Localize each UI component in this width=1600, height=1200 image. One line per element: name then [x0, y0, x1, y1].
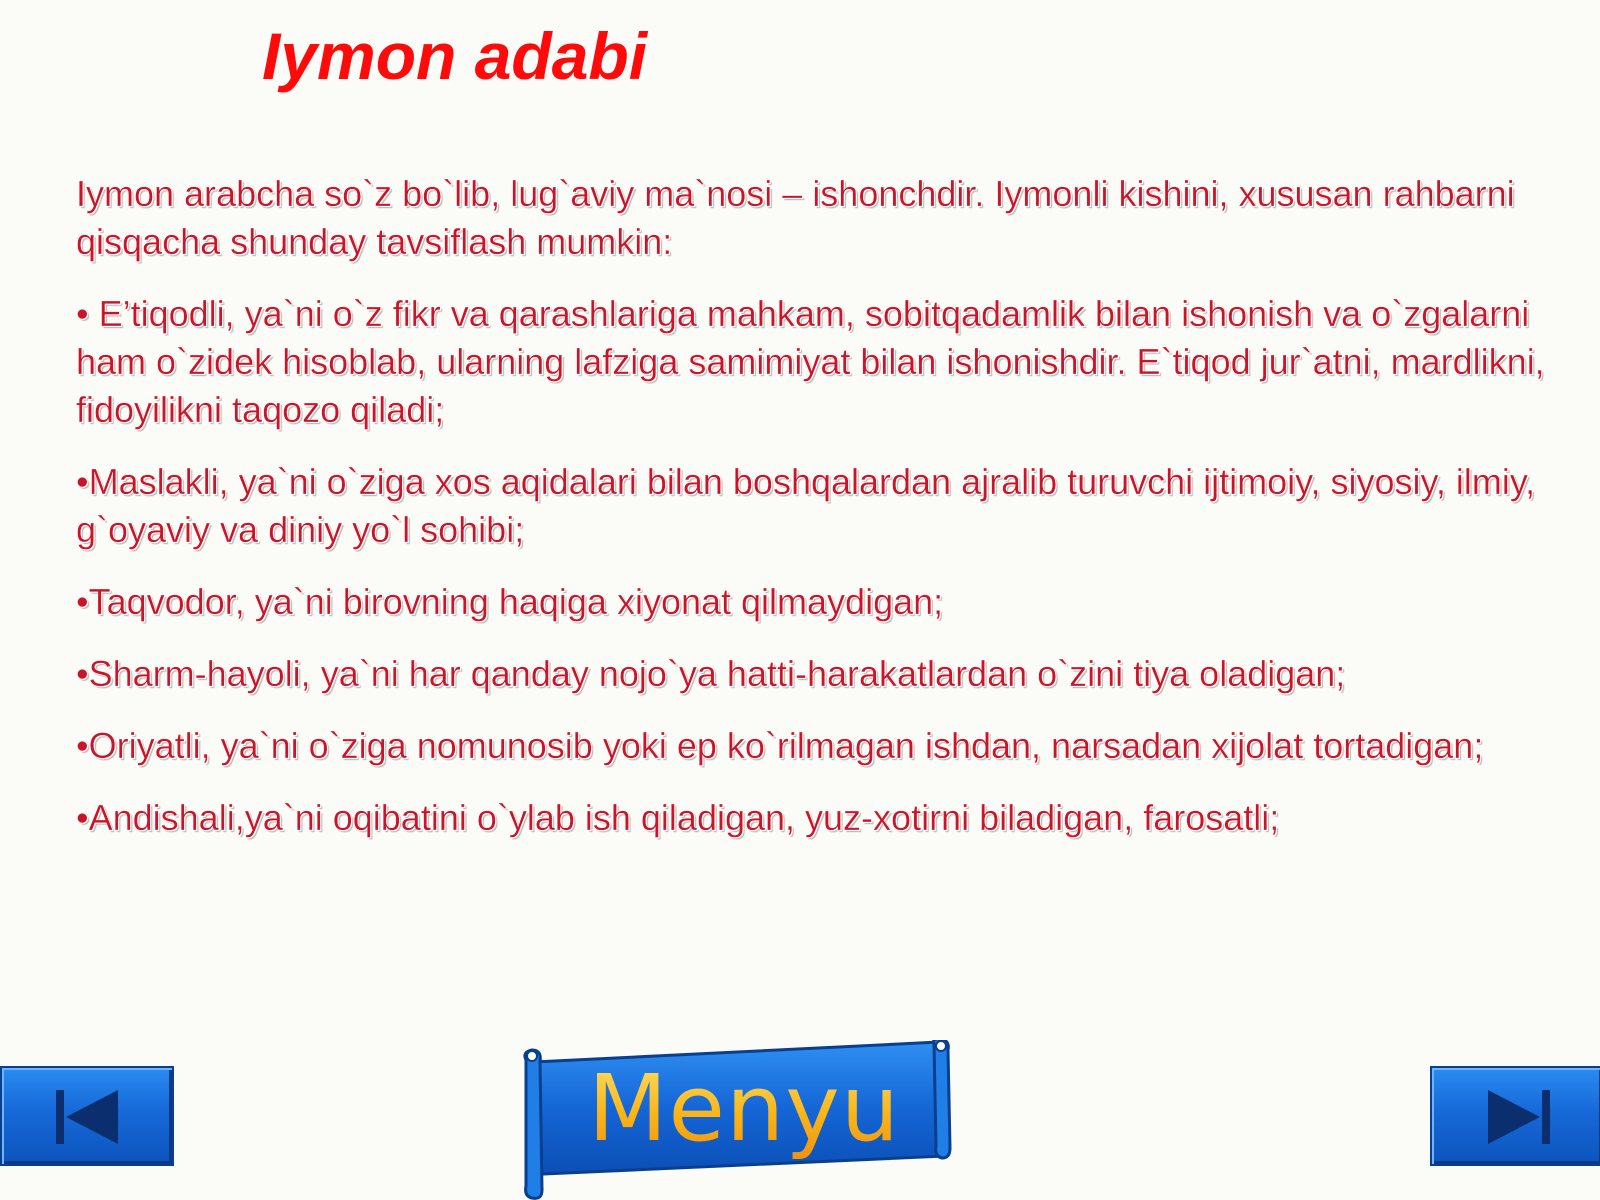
bullet-sharm-hayoli: •Sharm-hayoli, ya`ni har qanday nojo`ya hatti-harakatlardan o`zini tiya oladigan;: [76, 653, 1346, 694]
next-slide-button[interactable]: [1430, 1066, 1600, 1166]
skip-back-icon: [2, 1068, 172, 1164]
bullet-andishali: •Andishali,ya`ni oqibatini o`ylab ish qiladigan, yuz-xotirni biladigan, farosatli;: [76, 797, 1280, 838]
bullet-taqvodor: •Taqvodor, ya`ni birovning haqiga xiyonat qilmaydigan;: [76, 581, 944, 622]
bullet-maslakli: •Maslakli, ya`ni o`ziga xos aqidalari bilan boshqalardan ajralib turuvchi ijtimoiy, siyosiy, ilmiy, g`oyaviy va diniy yo`l sohibi;: [76, 461, 1536, 550]
slide-body: [76, 170, 1546, 866]
bullet-etiqodli: • E’tiqodli, ya`ni o`z fikr va qarashlariga mahkam, sobitqadamlik bilan ishonish va o`zgalarni ham o`zidek hisoblab, ularning lafziga samimiyat bilan ishonishdir. E`tiqod jur`atni, mardlikni, fidoyilikni taqozo qiladi;: [76, 293, 1545, 430]
skip-forward-icon: [1432, 1068, 1600, 1164]
bullet-oriyatli: •Oriyatli, ya`ni o`ziga nomunosib yoki ep ko`rilmagan ishdan, narsadan xijolat tortadigan;: [76, 725, 1484, 766]
intro-paragraph: Iymon arabcha so`z bo`lib, lug`aviy ma`nosi – ishonchdir. Iymonli kishini, xususan rahbarni qisqacha shunday tavsiflash mumkin:: [76, 173, 1515, 262]
menu-button[interactable]: [520, 1040, 968, 1200]
previous-slide-button[interactable]: [0, 1066, 174, 1166]
slide-title: Iymon adabi: [262, 19, 648, 93]
menu-label: Menyu: [520, 1054, 968, 1164]
